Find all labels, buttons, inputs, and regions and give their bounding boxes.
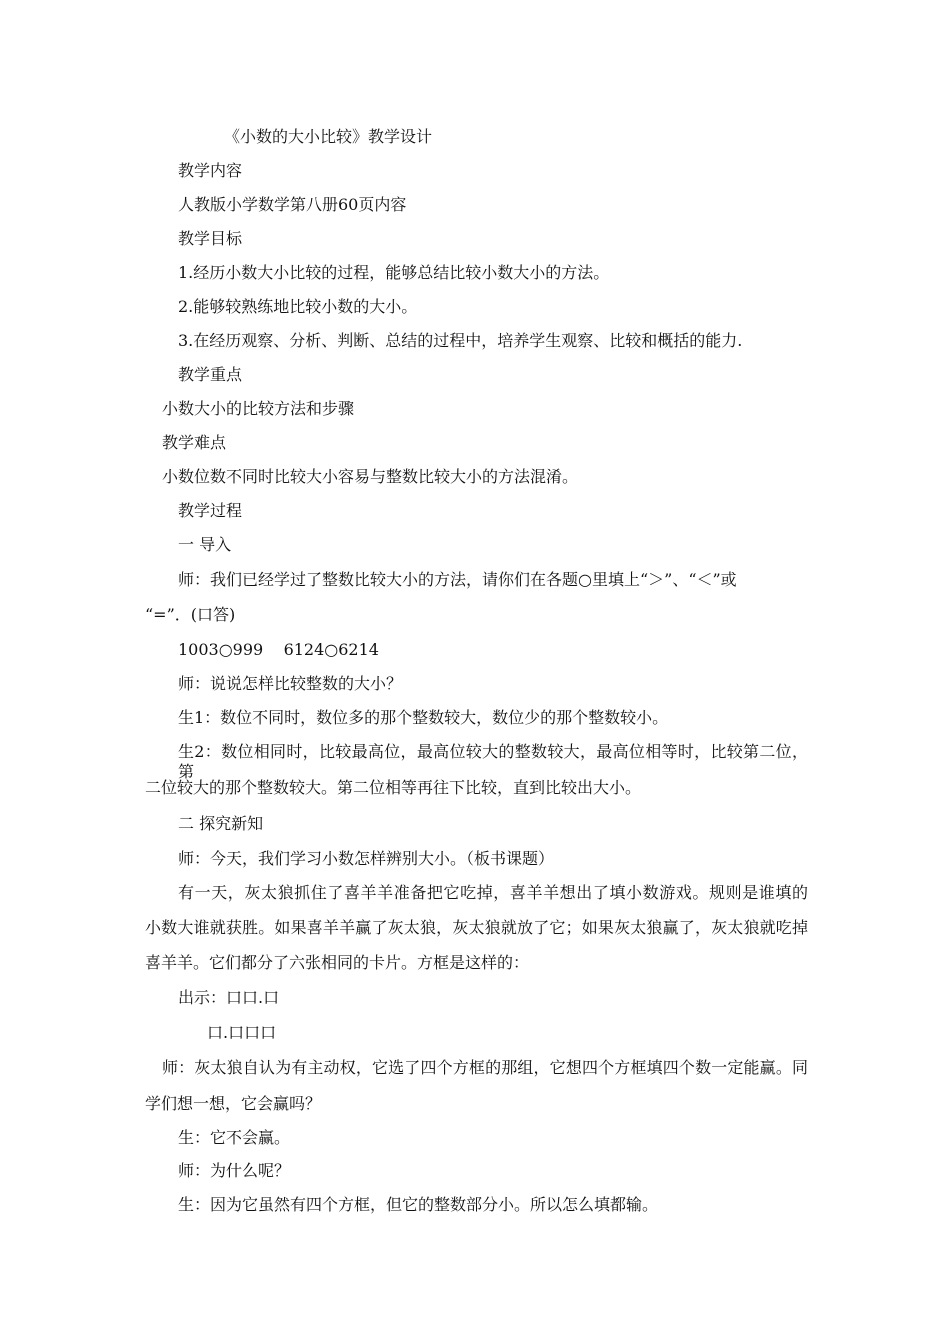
paragraph-line: 3.在经历观察、分析、判断、总结的过程中，培养学生观察、比较和概括的能力.: [178, 331, 743, 350]
paragraph-line: 人教版小学数学第八册60页内容: [178, 195, 407, 214]
paragraph-line: 1.经历小数大小比较的过程，能够总结比较小数大小的方法。: [178, 263, 610, 282]
paragraph-line: 小数大小的比较方法和步骤: [162, 399, 355, 418]
section-heading: 教学重点: [178, 365, 243, 384]
paragraph-line: 生1：数位不同时，数位多的那个整数较大，数位少的那个整数较小。: [178, 708, 669, 727]
paragraph-line: 小数位数不同时比较大小容易与整数比较大小的方法混淆。: [162, 467, 579, 486]
paragraph-line: 生2：数位相同时，比较最高位，最高位较大的整数较大，最高位相等时，比较第二位，第: [178, 742, 808, 781]
paragraph-line: 1003○999 6124○6214: [178, 640, 379, 659]
paragraph-line: 有一天，灰太狼抓住了喜羊羊准备把它吃掉，喜羊羊想出了填小数游戏。规则是谁填的: [178, 883, 808, 902]
paragraph-line: 师：说说怎样比较整数的大小？: [178, 674, 403, 693]
paragraph-line: 小数大谁就获胜。如果喜羊羊赢了灰太狼，灰太狼就放了它；如果灰太狼赢了，灰太狼就吃掉: [145, 918, 808, 937]
paragraph-line: 学们想一想，它会赢吗？: [145, 1094, 322, 1113]
section-heading: 教学目标: [178, 229, 243, 248]
paragraph-line: 师：灰太狼自认为有主动权，它选了四个方框的那组，它想四个方框填四个数一定能赢。同: [162, 1058, 808, 1077]
section-heading: 教学过程: [178, 501, 243, 520]
paragraph-line: 喜羊羊。它们都分了六张相同的卡片。方框是这样的：: [145, 953, 530, 972]
paragraph-line: 师：为什么呢？: [178, 1161, 291, 1180]
paragraph-line: “=”．(口答): [145, 605, 236, 624]
section-heading: 教学难点: [162, 433, 227, 452]
paragraph-line: 出示：口口.口: [178, 988, 280, 1007]
paragraph-line: 2.能够较熟练地比较小数的大小。: [178, 297, 418, 316]
section-heading: 一 导入: [178, 535, 232, 554]
document-title: 《小数的大小比较》教学设计: [224, 127, 433, 146]
paragraph-line: 师：我们已经学过了整数比较大小的方法，请你们在各题○里填上“＞”、“＜”或: [178, 570, 737, 589]
paragraph-line: 生：它不会赢。: [178, 1128, 291, 1147]
paragraph-line: 师：今天，我们学习小数怎样辨别大小。（板书课题）: [178, 849, 555, 868]
paragraph-line: 生：因为它虽然有四个方框，但它的整数部分小。所以怎么填都输。: [178, 1195, 659, 1214]
paragraph-line: 口.口口口: [207, 1023, 277, 1042]
section-heading: 教学内容: [178, 161, 243, 180]
section-heading: 二 探究新知: [178, 814, 264, 833]
paragraph-line: 二位较大的那个整数较大。第二位相等再往下比较，直到比较出大小。: [145, 778, 642, 797]
